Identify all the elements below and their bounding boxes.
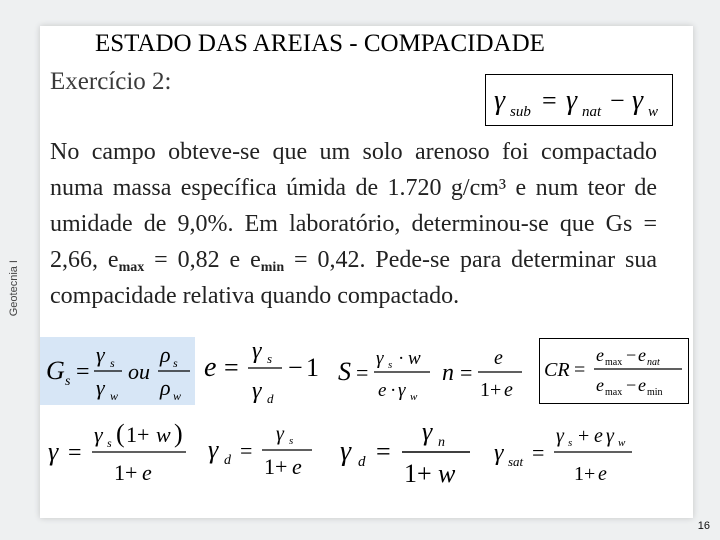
svg-text:γ: γ <box>48 437 59 466</box>
svg-text:e: e <box>594 425 603 447</box>
svg-text:1+: 1+ <box>264 454 288 479</box>
svg-text:e: e <box>596 345 604 365</box>
svg-text:γ: γ <box>252 378 262 404</box>
svg-text:=: = <box>76 359 90 385</box>
svg-text:e: e <box>504 379 513 401</box>
svg-text:sub: sub <box>510 104 531 120</box>
svg-text:): ) <box>174 419 183 448</box>
svg-text:nat: nat <box>582 104 602 120</box>
svg-text:d: d <box>358 454 366 470</box>
svg-text:(: ( <box>116 419 125 448</box>
svg-text:ou: ou <box>128 359 150 384</box>
problem-text-3: = 0,42. Pede-se para determinar sua compacidade relativa quando compactado. <box>50 247 658 309</box>
svg-text:−: − <box>626 345 637 365</box>
svg-text:s: s <box>107 436 112 450</box>
svg-text:γ: γ <box>208 435 219 464</box>
svg-text:−: − <box>288 353 303 382</box>
svg-text:γ: γ <box>340 436 352 467</box>
dry-unit-weight-formula-1 <box>206 422 326 491</box>
svg-text:1+: 1+ <box>126 422 150 447</box>
svg-text:1+: 1+ <box>114 460 138 485</box>
svg-text:e: e <box>638 345 646 365</box>
saturation-formula <box>336 342 436 411</box>
svg-text:γ: γ <box>606 425 614 447</box>
emax-subscript: max <box>118 260 145 275</box>
svg-text:max: max <box>605 387 623 398</box>
svg-text:γ: γ <box>422 418 433 446</box>
svg-text:+: + <box>578 425 590 447</box>
page-number: 16 <box>697 520 710 532</box>
svg-text:w: w <box>408 348 421 369</box>
svg-text:=: = <box>532 440 545 465</box>
svg-text:γ: γ <box>276 423 284 445</box>
svg-text:=: = <box>68 440 82 466</box>
svg-text:=: = <box>224 353 239 382</box>
svg-text:s: s <box>289 435 294 447</box>
svg-text:CR: CR <box>544 359 570 381</box>
svg-text:e: e <box>638 375 646 395</box>
svg-text:γ: γ <box>96 342 105 367</box>
svg-text:nat: nat <box>647 357 660 368</box>
svg-text:w: w <box>648 104 659 120</box>
side-label: Geotecnia I <box>8 260 20 317</box>
svg-text:w: w <box>618 437 626 449</box>
svg-text:w: w <box>173 389 182 403</box>
svg-text:γ: γ <box>494 85 506 116</box>
svg-text:γ: γ <box>566 85 578 116</box>
emin-subscript: min <box>260 260 285 275</box>
problem-text-2: = 0,82 e e <box>144 247 261 273</box>
svg-text:max: max <box>605 357 623 368</box>
svg-text:G: G <box>46 356 65 385</box>
svg-text:s: s <box>65 374 71 389</box>
svg-text:d: d <box>267 391 274 406</box>
gs-formula <box>40 337 195 405</box>
svg-text:=: = <box>240 438 253 463</box>
svg-text:ρ: ρ <box>160 375 171 400</box>
svg-text:n: n <box>442 360 454 386</box>
svg-text:−: − <box>626 375 637 395</box>
svg-text:γ: γ <box>94 422 103 447</box>
svg-text:e: e <box>596 375 604 395</box>
unit-weight-formula <box>44 416 214 495</box>
svg-text:S: S <box>338 357 351 386</box>
svg-text:γ: γ <box>556 425 564 447</box>
svg-text:=: = <box>542 86 557 115</box>
svg-text:=: = <box>356 360 369 385</box>
dry-unit-weight-formula-2 <box>338 418 478 495</box>
svg-text:s: s <box>267 351 273 366</box>
svg-text:=: = <box>460 360 473 385</box>
svg-text:e: e <box>292 454 302 479</box>
exercise-subtitle: Exercício 2: <box>50 68 172 95</box>
svg-text:−: − <box>610 86 625 115</box>
svg-text:e: e <box>204 352 217 383</box>
svg-text:sat: sat <box>508 454 524 469</box>
svg-text:·: · <box>398 348 405 369</box>
svg-text:=: = <box>376 437 391 466</box>
svg-text:s: s <box>110 356 115 370</box>
svg-text:γ: γ <box>96 375 105 400</box>
svg-text:s: s <box>568 437 573 449</box>
svg-text:e: e <box>378 380 387 401</box>
svg-text:w: w <box>110 389 119 403</box>
svg-text:w: w <box>410 391 418 403</box>
svg-text:γ: γ <box>376 348 384 369</box>
svg-text:γ: γ <box>632 85 644 116</box>
svg-text:s: s <box>388 359 393 371</box>
slide-title: ESTADO DAS AREIAS - COMPACIDADE <box>95 30 545 57</box>
svg-text:d: d <box>224 453 231 468</box>
svg-text:=: = <box>574 359 586 381</box>
svg-text:1: 1 <box>306 353 319 382</box>
svg-text:γ: γ <box>494 440 504 466</box>
svg-text:1+: 1+ <box>574 463 596 485</box>
svg-text:e: e <box>142 460 152 485</box>
svg-text:e: e <box>598 463 607 485</box>
svg-text:γ: γ <box>398 380 406 401</box>
problem-statement <box>50 134 657 314</box>
relative-density-formula <box>539 338 689 404</box>
svg-text:1+: 1+ <box>404 459 432 488</box>
svg-text:γ: γ <box>252 338 262 364</box>
svg-text:n: n <box>438 435 445 450</box>
saturated-unit-weight-formula <box>492 420 672 495</box>
svg-text:ρ: ρ <box>160 342 171 367</box>
svg-text:min: min <box>647 387 663 398</box>
porosity-formula <box>440 342 530 411</box>
svg-text:w: w <box>438 459 456 488</box>
void-ratio-formula <box>200 336 330 413</box>
svg-text:1+: 1+ <box>480 379 502 401</box>
svg-text:s: s <box>173 356 178 370</box>
gamma-sub-formula <box>485 74 673 126</box>
svg-text:·: · <box>390 380 397 401</box>
svg-text:w: w <box>156 422 171 447</box>
svg-text:e: e <box>494 347 503 369</box>
problem-text-1: No campo obteve-se que um solo arenoso foi compactado numa massa específica úmida de 1.720 g/cm³ e num teor de umidade de 9,0%. Em laboratório, determinou-se que Gs = 2,66, e <box>50 139 657 273</box>
